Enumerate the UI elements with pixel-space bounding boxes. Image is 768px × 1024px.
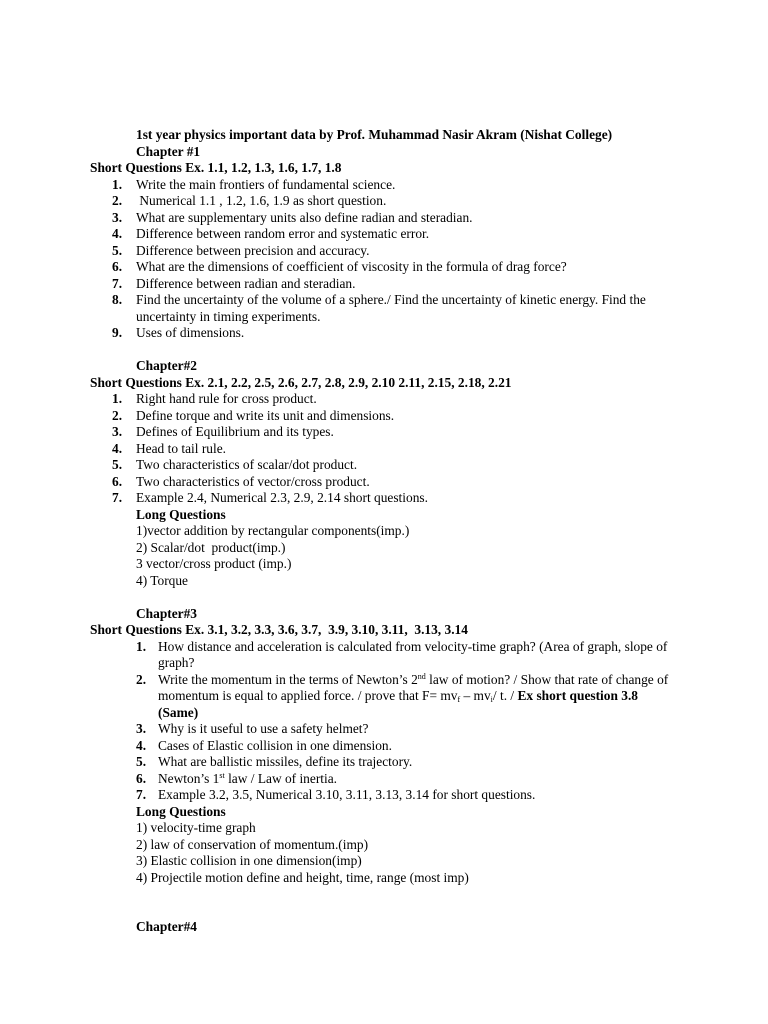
chapter-3-long-questions-heading: Long Questions [136,803,226,819]
list-item: 3. What are supplementary units also define radian and steradian. [112,209,473,225]
chapter-2-short-questions-heading: Short Questions Ex. 2.1, 2.2, 2.5, 2.6, 2.7, 2.8, 2.9, 2.10 2.11, 2.15, 2.18, 2.21 [90,374,512,390]
list-item: 5. Two characteristics of scalar/dot product. [112,457,358,472]
chapter-3-heading: Chapter#3 [136,605,197,621]
list-item: 3. Why is it useful to use a safety helmet? [136,721,369,736]
document-body [0,127,768,936]
long-question-item: 3) Elastic collision in one dimension(imp) [136,853,362,868]
long-question-item: 4) Torque [136,572,188,588]
long-question-item: 1)vector addition by rectangular components(imp.) [136,523,410,538]
list-item: 4. Cases of Elastic collision in one dimension. [136,737,392,753]
list-item: 6. What are the dimensions of coefficient of viscosity in the formula of drag force? [112,259,567,274]
list-item: 9. Uses of dimensions. [112,325,245,340]
spacer [0,589,768,606]
chapter-4-heading: Chapter#4 [136,919,197,934]
chapter-1-short-questions-heading: Short Questions Ex. 1.1, 1.2, 1.3, 1.6, 1.7, 1.8 [90,160,342,175]
chapter-1-heading: Chapter #1 [136,143,201,159]
list-item: 5. Difference between precision and accuracy. [112,242,370,258]
long-question-item: 2) law of conservation of momentum.(imp) [136,836,369,852]
list-item: 6. Newton’s 1st law / Law of inertia. [136,770,338,786]
list-item: 6. Two characteristics of vector/cross product. [112,473,370,489]
list-item: 2. Numerical 1.1 , 1.2, 1.6, 1.9 as short question. [112,193,387,208]
chapter-1-short-list [0,177,768,342]
list-item: 1. How distance and acceleration is calculated from velocity-time graph? (Area of graph, slope of graph? [136,638,668,670]
list-item: 8. Find the uncertainty of the volume of a sphere./ Find the uncertainty of kinetic energy. Find the uncertainty in timing experiments. [112,292,646,324]
chapter-2-heading: Chapter#2 [136,358,197,373]
chapter-3-short-questions-heading: Short Questions Ex. 3.1, 3.2, 3.3, 3.6, 3.7, 3.9, 3.10, 3.11, 3.13, 3.14 [90,622,468,637]
chapter-2-short-list [0,391,768,507]
spacer [0,886,768,919]
list-item: 1. Write the main frontiers of fundamental science. [112,176,396,192]
list-item: 4. Difference between random error and systematic error. [112,226,430,241]
list-item: 5. What are ballistic missiles, define its trajectory. [136,754,413,769]
list-item: 7. Example 2.4, Numerical 2.3, 2.9, 2.14 short questions. [112,490,428,505]
chapter-2-long-questions-heading: Long Questions [136,506,226,522]
long-question-item: 4) Projectile motion define and height, time, range (most imp) [136,869,469,885]
long-question-item: 1) velocity-time graph [136,820,256,835]
chapter-3-short-list [0,639,768,804]
list-item: 1. Right hand rule for cross product. [112,391,317,406]
list-item: 2. Write the momentum in the terms of Newton’s 2nd law of motion? / Show that rate of change of momentum is equal to applied force. / prove that $F= mv_f - mv_i/$ t. / Ex short question 3.8 (Same) [136,671,669,720]
list-item: 3. Defines of Equilibrium and its types. [112,424,334,439]
long-question-item: 2) Scalar/dot product(imp.) [136,539,286,555]
list-item: 2. Define torque and write its unit and dimensions. [112,407,395,423]
spacer [0,342,768,359]
document-title: 1st year physics important data by Prof. Muhammad Nasir Akram (Nishat College) [136,127,613,142]
list-item: 7. Difference between radian and steradian. [112,275,356,291]
long-question-item: 3 vector/cross product (imp.) [136,556,292,571]
list-item: 7. Example 3.2, 3.5, Numerical 3.10, 3.11, 3.13, 3.14 for short questions. [136,787,536,802]
list-item: 4. Head to tail rule. [112,440,226,456]
